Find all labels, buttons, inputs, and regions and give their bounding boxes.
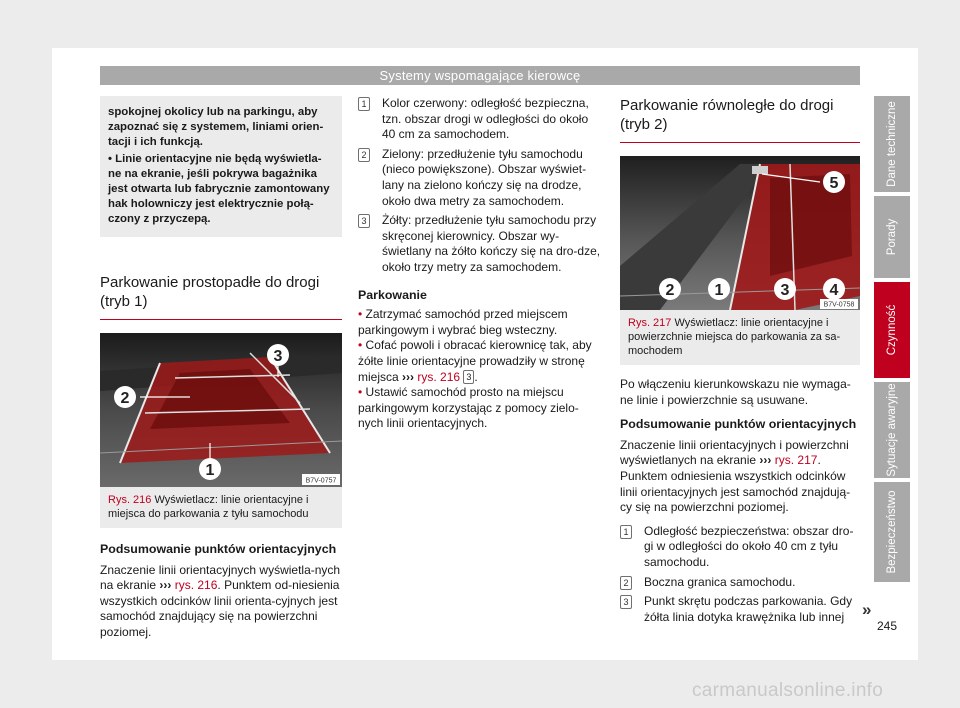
caption-ref: Rys. 216 [108, 494, 152, 506]
note-paragraph: spokojnej okolicy lub na parkingu, aby zapoznać się z systemem, liniami orien-tacji i ich funkcją. [108, 106, 324, 148]
callout-3-label: 3 [780, 282, 790, 299]
figure-216 [100, 333, 342, 487]
column-3 [620, 96, 860, 629]
section-title-mode2: Parkowanie równoległe do drogi (tryb 2) [620, 96, 860, 143]
arrow-ref-icon: ››› [159, 578, 172, 593]
section-title-mode1: Parkowanie prostopadłe do drogi (tryb 1) [100, 273, 342, 320]
number-badge: 3 [358, 214, 370, 228]
bullet-icon: • [108, 153, 112, 165]
summary-paragraph: Znaczenie linii orientacyjnych wyświetla-nych na ekranie ››› rys. 216. Punktem od-niesienia wszystkich odcinków linii orienta-cyjnych jest samochód znajdujący się na powierzchni poziomej. [100, 562, 341, 639]
parking-title: Parkowanie [358, 287, 427, 302]
figure-217 [620, 156, 860, 310]
arrow-ref-icon: ››› [402, 369, 415, 384]
figure-link[interactable]: rys. 217 [771, 453, 818, 468]
parking-step-3: • Ustawić samochód prosto na miejscu parkingowym korzystając z pomocy zielo-nych linii orientacyjnych. [358, 385, 579, 431]
callout-2-label: 2 [665, 282, 675, 299]
summary-title: Podsumowanie punktów orientacyjnych [620, 417, 857, 432]
watermark: carmanualsonline.info [692, 680, 884, 701]
number-badge: 1 [358, 97, 370, 111]
parking-camera-image-2 [620, 156, 860, 310]
column-1 [100, 96, 342, 641]
number-badge: 2 [620, 576, 632, 590]
bullet-icon: • [358, 307, 363, 322]
figure-link[interactable]: rys. 216 [414, 369, 464, 384]
callout-2-label: 2 [120, 390, 130, 407]
tab-czynnosc[interactable]: Czynność [874, 282, 910, 378]
note-bullet-item: • Linie orientacyjne nie będą wyświetla-ne na ekranie, jeśli pokrywa bagażnika jest otwarta lub fabrycznie zamontowany hak holowniczy jest elektrycznie połą-czony z przyczepą. [108, 153, 330, 225]
tab-bezpieczenstwo[interactable]: Bezpieczeństwo [874, 482, 910, 582]
bullet-icon: • [358, 385, 363, 400]
figure-link[interactable]: rys. 216 [171, 578, 218, 593]
callout-1-label: 1 [205, 462, 215, 479]
legend-item-2: 2 Boczna granica samochodu. [620, 575, 860, 591]
parking-step-1: • Zatrzymać samochód przed miejscem parkingowym i wybrać bieg wsteczny. [358, 307, 568, 337]
figure-code: B7V-0757 [305, 477, 337, 485]
callout-4-label: 4 [829, 282, 839, 299]
bullet-icon: • [358, 338, 363, 353]
tab-porady[interactable]: Porady [874, 196, 910, 278]
caption-ref: Rys. 217 [628, 317, 672, 329]
legend-item-1: 1 Odległość bezpieczeństwa: obszar dro-gi w odległości do około 40 cm z tyłu samochodu. [620, 524, 860, 571]
summary-paragraph: Znaczenie linii orientacyjnych i powierzchni wyświetlanych na ekranie ››› rys. 217. Punktem odniesienia wszystkich odcinków linii orientacyjnych jest samochód znajdują-cy się na powierzchni poziomej. [620, 437, 851, 515]
tab-sytuacje-awaryjne[interactable]: Sytuacje awaryjne [874, 382, 910, 478]
callout-1-label: 1 [714, 282, 724, 299]
legend-item-3: 3 Żółty: przedłużenie tyłu samochodu przy skręconej kierownicy. Obszar wy-świetlany na żółto kończy się na dro-dze, około trzy metry za samochodem. [358, 213, 602, 275]
parking-camera-image-1 [100, 333, 342, 487]
tab-dane-techniczne[interactable]: Dane techniczne [874, 96, 910, 192]
note-box [100, 96, 342, 237]
callout-3-label: 3 [273, 348, 283, 365]
callout-5-label: 5 [829, 175, 839, 192]
legend-item-1: 1 Kolor czerwony: odległość bezpieczna, tzn. obszar drogi w odległości do około 40 cm za samochodem. [358, 96, 602, 143]
number-badge: 3 [620, 595, 632, 609]
arrow-ref-icon: ››› [759, 453, 772, 468]
legend-item-3: 3 Punkt skrętu podczas parkowania. Gdy żółta linia dotyka krawężnika lub innej [620, 594, 860, 625]
legend-item-2: 2 Zielony: przedłużenie tyłu samochodu (nieco powiększone). Obszar wyświet-lany na zielono kończy się na drodze, około dwa metry za samochodem. [358, 147, 602, 209]
figure-217-caption: Rys. 217 Wyświetlacz: linie orientacyjne i powierzchnie miejsca do parkowania za sa-mochodem [620, 310, 860, 365]
page-header: Systemy wspomagające kierowcę [100, 66, 860, 85]
column-2 [358, 96, 602, 432]
figure-216-caption: Rys. 216 Wyświetlacz: linie orientacyjne i miejsca do parkowania z tyłu samochodu [100, 487, 342, 528]
continue-arrow-icon: » [862, 600, 872, 619]
intro-paragraph: Po włączeniu kierunkowskazu nie wymaga-ne linie i powierzchnie są usuwane. [620, 377, 851, 407]
parking-step-2: • Cofać powoli i obracać kierownicę tak, aby żółte linie orientacyjne prowadziły w stronę miejsca ››› rys. 216 3 . [358, 338, 592, 384]
number-badge: 2 [358, 148, 370, 162]
summary-title: Podsumowanie punktów orientacyjnych [100, 542, 337, 556]
number-badge: 1 [620, 525, 632, 539]
page-number: 245 [877, 619, 898, 633]
figure-code: B7V-0758 [823, 301, 855, 309]
number-badge: 3 [463, 370, 474, 384]
